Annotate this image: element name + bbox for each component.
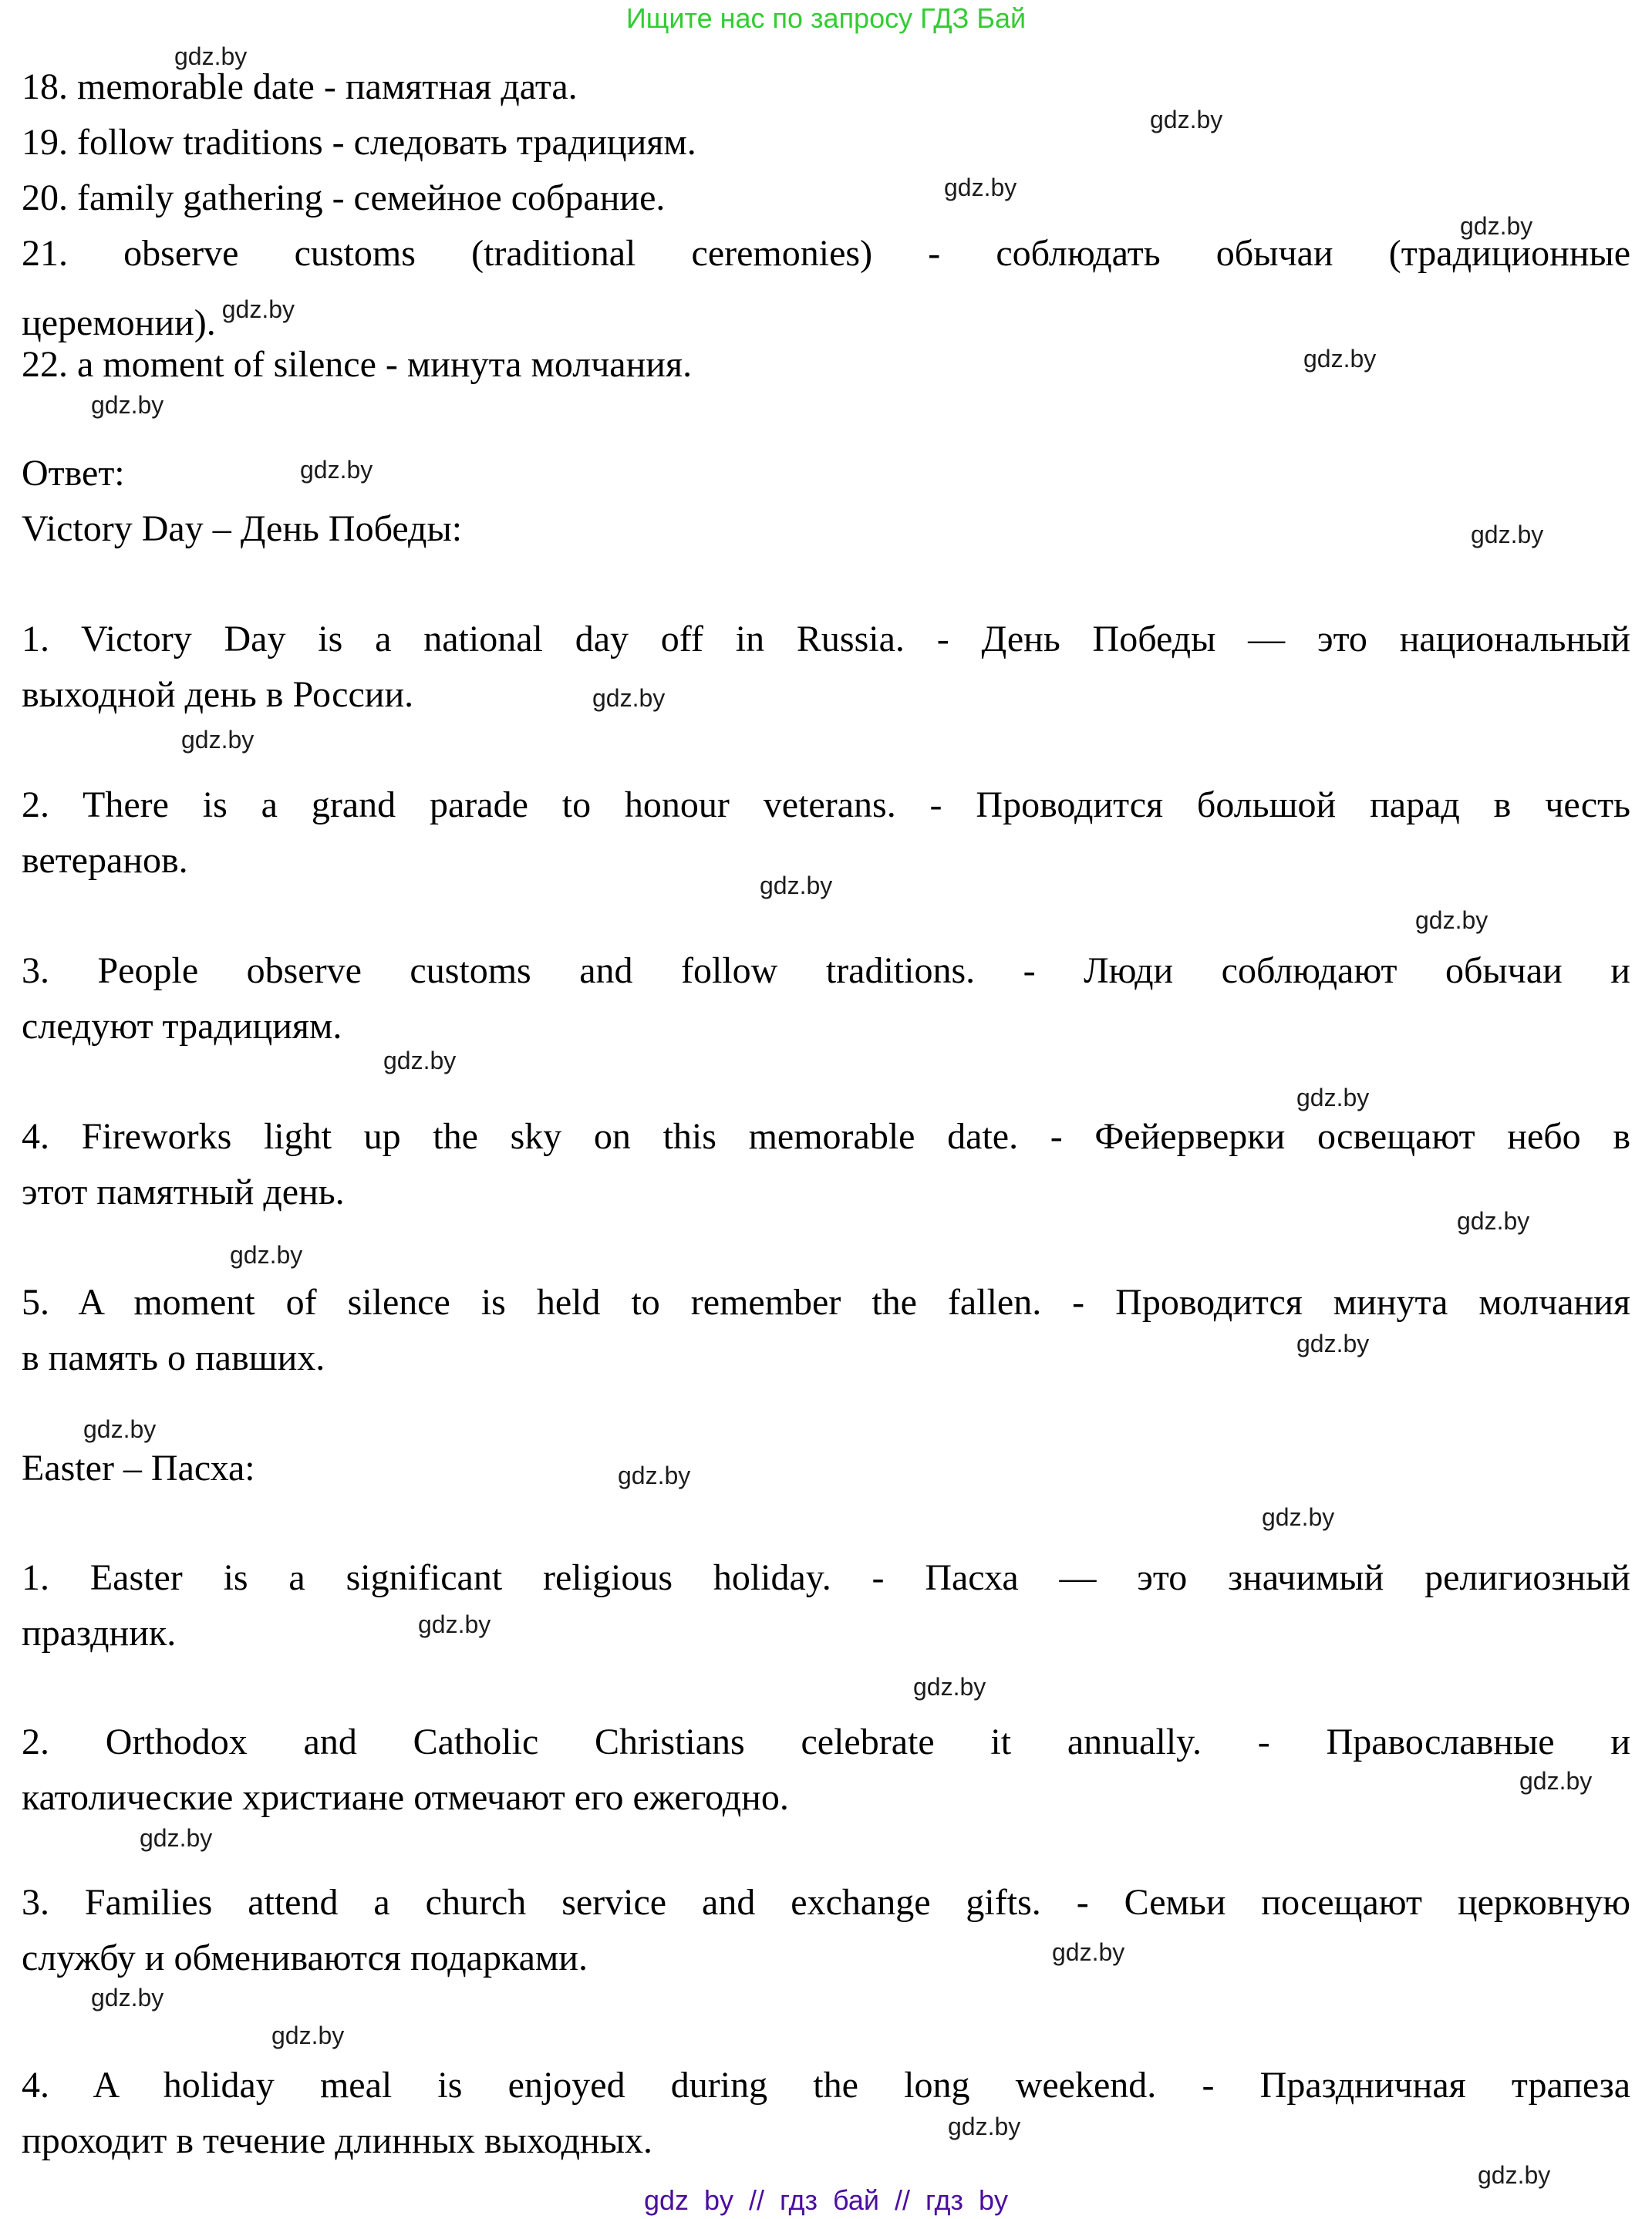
gdz-watermark: gdz.by (1478, 2161, 1551, 2189)
answer-label: Ответ: (22, 453, 125, 494)
gdz-watermark: gdz.by (1296, 1084, 1370, 1111)
gdz-watermark: gdz.by (592, 684, 666, 712)
gdz-watermark: gdz.by (83, 1415, 157, 1443)
gdz-watermark: gdz.by (948, 2113, 1021, 2140)
easter-sentence-4-line2: проходит в течение длинных выходных. (22, 2120, 652, 2161)
vocab-item-18: 18. memorable date - памятная дата. (22, 66, 578, 107)
gdz-watermark: gdz.by (1262, 1503, 1335, 1531)
easter-sentence-1-line2: праздник. (22, 1613, 177, 1654)
gdz-watermark: gdz.by (221, 295, 295, 323)
victory-sentence-1-line1: 1. Victory Day is a national day off in Russia. - День Победы — это национальный (22, 619, 1630, 659)
gdz-watermark: gdz.by (140, 1824, 213, 1852)
gdz-watermark: gdz.by (1150, 106, 1223, 133)
gdz-watermark: gdz.by (300, 456, 373, 484)
gdz-watermark: gdz.by (1303, 345, 1377, 373)
promo-banner: Ищите нас по запросу ГДЗ Бай (625, 2, 1027, 34)
victory-sentence-5-line1: 5. A moment of silence is held to remember the fallen. - Проводится минута молчания (22, 1282, 1630, 1323)
gdz-watermark: gdz.by (418, 1610, 491, 1638)
vocab-item-22: 22. a moment of silence - минута молчания. (22, 344, 693, 385)
gdz-watermark: gdz.by (1471, 521, 1544, 548)
gdz-watermark: gdz.by (1296, 1330, 1370, 1357)
easter-sentence-3-line2: службу и обмениваются подарками. (22, 1937, 588, 1978)
victory-sentence-3-line1: 3. People observe customs and follow traditions. - Люди соблюдают обычаи и (22, 950, 1630, 991)
gdz-watermark: gdz.by (271, 2022, 345, 2049)
vocab-item-19: 19. follow traditions - следовать традициям. (22, 122, 696, 163)
victory-sentence-4-line2: этот памятный день. (22, 1172, 345, 1212)
victory-sentence-2-line2: ветеранов. (22, 840, 188, 881)
gdz-watermark: gdz.by (91, 391, 164, 419)
vocab-item-21-line2-text: церемонии). (22, 302, 216, 343)
gdz-watermark: gdz.by (174, 42, 248, 70)
easter-sentence-4-line1: 4. A holiday meal is enjoyed during the long weekend. - Праздничная трапеза (22, 2065, 1630, 2106)
gdz-watermark: gdz.by (181, 726, 255, 754)
gdz-watermark: gdz.by (1460, 212, 1533, 240)
gdz-watermark: gdz.by (913, 1673, 986, 1701)
vocab-item-20: 20. family gathering - семейное собрание. (22, 177, 666, 218)
easter-heading: Easter – Пасха: (22, 1448, 255, 1489)
easter-sentence-2-line1: 2. Orthodox and Catholic Christians celebrate it annually. - Православные и (22, 1722, 1630, 1762)
victory-sentence-5-line2: в память о павших. (22, 1337, 325, 1378)
vocab-item-21-line1: 21. observe customs (traditional ceremonies) - соблюдать обычаи (традиционные (22, 233, 1630, 274)
gdz-watermark: gdz.by (1415, 906, 1488, 934)
gdz-watermark: gdz.by (383, 1047, 457, 1074)
victory-sentence-1-line2: выходной день в России. (22, 674, 414, 715)
gdz-watermark: gdz.by (760, 872, 833, 899)
victory-sentence-2-line1: 2. There is a grand parade to honour veterans. - Проводится большой парад в честь (22, 784, 1630, 825)
victory-day-heading: Victory Day – День Победы: (22, 508, 463, 549)
vocab-item-21-line2 (22, 287, 1630, 346)
gdz-watermark: gdz.by (1519, 1767, 1593, 1795)
easter-sentence-2-line2: католические христиане отмечают его ежегодно. (22, 1777, 789, 1818)
footer-search-hint: gdz by // гдз бай // гдз by (643, 2184, 1009, 2216)
gdz-watermark: gdz.by (944, 174, 1017, 201)
gdz-watermark: gdz.by (230, 1241, 303, 1269)
victory-sentence-4-line1: 4. Fireworks light up the sky on this memorable date. - Фейерверки освещают небо в (22, 1116, 1630, 1157)
gdz-watermark: gdz.by (91, 1984, 164, 2012)
gdz-watermark: gdz.by (1457, 1207, 1530, 1235)
easter-sentence-3-line1: 3. Families attend a church service and exchange gifts. - Семьи посещают церковную (22, 1882, 1630, 1923)
gdz-watermark: gdz.by (1052, 1938, 1125, 1966)
gdz-watermark: gdz.by (618, 1462, 691, 1489)
victory-sentence-3-line2: следуют традициям. (22, 1006, 342, 1047)
easter-sentence-1-line1: 1. Easter is a significant religious holiday. - Пасха — это значимый религиозный (22, 1557, 1630, 1598)
